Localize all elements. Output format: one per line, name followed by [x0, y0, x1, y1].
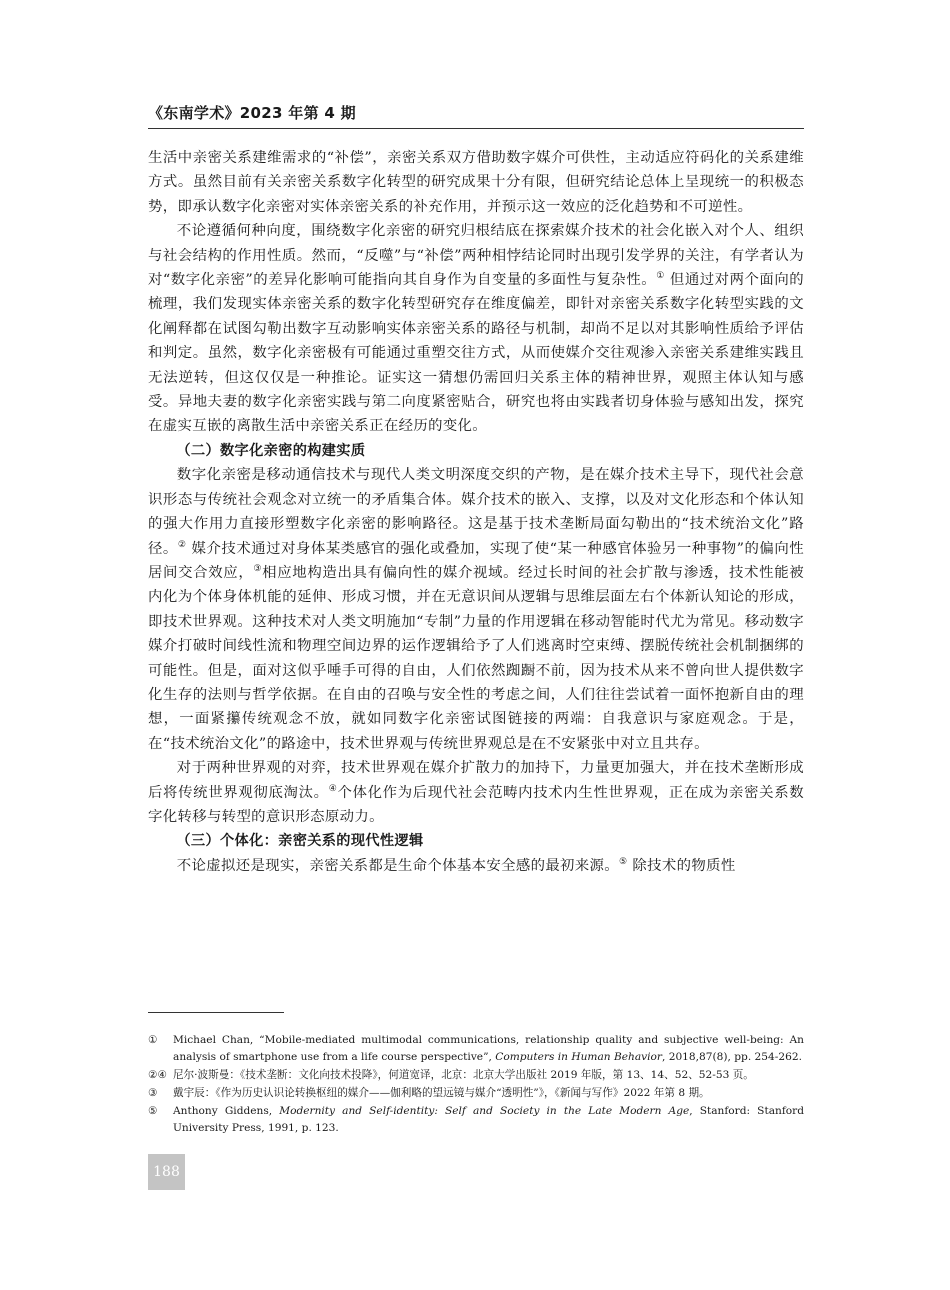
section-heading-3: （三）个体化：亲密关系的现代性逻辑: [176, 833, 424, 850]
paragraph-3-text-c: 相应地构造出具有偏向性的媒介视域。经过长时间的社会扩散与渗透，技术性能被内化为个体身体机能的延伸、形成习惯，并在无意识间从逻辑与思维层面左右个体新认知论的形成，即技术世界观。这种技术对人类文明施加“专制”力量的作用逻辑在移动智能时代尤为常见。移动数字媒介打破时间线性流和物理空间边界的运作逻辑给予了人们逃离时空束缚、摆脱传统社会机制捆绑的可能性。但是，面对这似乎唾手可得的自由，人们依然踟蹰不前，因为技术从来不曾向世人提供数字化生存的法则与哲学依据。在自由的召唤与安全性的考虑之间，人们往往尝试着一面怀抱新自由的理想，一面紧攥传统观念不放，就如同数字化亲密试图链接的两端：自我意识与家庭观念。于是，在“技术统治文化”的路途中，技术世界观与传统世界观总是在不安紧张中对立且共存。: [148, 564, 805, 752]
footnote-ref-2[interactable]: ②: [177, 539, 187, 550]
paragraph-3-text-a: 数字化亲密是移动通信技术与现代人类文明深度交织的产物，是在媒介技术主导下，现代社会意识形态与传统社会观念对立统一的矛盾集合体。媒介技术的嵌入、支撑，以及对文化形态和个体认知的强大作用力直接形塑数字化亲密的影响路径。这是基于技术垄断局面勾勒出的“技术统治文化”路径。: [148, 467, 804, 557]
footnote-ref-3[interactable]: ③: [253, 563, 263, 574]
running-header: 《东南学术》2023 年第 4 期: [148, 104, 356, 122]
footnote-text-post: , 2018,87(8), pp. 254-262.: [661, 1051, 802, 1063]
footnote-text-pre: Anthony Giddens,: [173, 1105, 280, 1117]
footnote-mark: ①: [148, 1034, 158, 1046]
paragraph-4-text-b: 个体化作为后现代社会范畴内技术内生性世界观，正在成为亲密关系数字化转移与转型的意识形态原动力。: [148, 784, 805, 825]
paragraph-2-text-b: 但通过对两个面向的梳理，我们发现实体亲密关系的数字化转型研究存在维度偏差，即针对亲密关系数字化转型实践的文化阐释都在试图勾勒出数字互动影响实体亲密关系的路径与机制，却尚不足以对其影响性质给予评估和判定。虽然，数字化亲密极有可能通过重塑交往方式，从而使媒介交往观渗入亲密关系建维实践且无法逆转，但这仅仅是一种推论。证实这一猜想仍需回归关系主体的精神世界，观照主体认知与感受。异地夫妻的数字化亲密实践与第二向度紧密贴合，研究也将由实践者切身体验与感知出发，探究在虚实互嵌的离散生活中亲密关系正在经历的变化。: [148, 272, 805, 435]
section-heading-2: （二）数字化亲密的构建实质: [176, 442, 366, 459]
footnote-text: [173, 1067, 804, 1084]
footnote-text-pre: 尼尔·波斯曼：《技术垄断：文化向技术投降》，何道宽译，北京：北京大学出版社 2019 年版，第 13、14、52、52-53 页。: [173, 1069, 754, 1081]
paragraph-1: 生活中亲密关系建维需求的“补偿”，亲密关系双方借助数字媒介可供性，主动适应符码化的关系建维方式。虽然目前有关亲密关系数字化转型的研究成果十分有限，但研究结论总体上呈现统一的积极态势，即承认数字化亲密对实体亲密关系的补充作用，并预示这一效应的泛化趋势和不可逆性。: [148, 150, 804, 215]
paragraph-5: [148, 854, 804, 878]
footnote-text: [173, 1085, 804, 1102]
footnote-ref-1[interactable]: ①: [656, 271, 665, 282]
paragraph-4-text-a: 对于两种世界观的对弈，技术世界观在媒介扩散力的加持下，力量更加强大，并在技术垄断形成后将传统世界观彻底淘汰。: [148, 760, 804, 801]
footnote-text-pre: 戴宇辰：《作为历史认识论转换枢纽的媒介——伽利略的望远镜与媒介“透明性”》，《新闻与写作》2022 年第 8 期。: [173, 1087, 710, 1099]
footnote-text-pre: Michael Chan, “Mobile-mediated multimodal communications, relationship quality and subjective well-being: An analysis of smartphone use from a life course perspective”,: [173, 1034, 804, 1063]
paragraph-3: [148, 463, 804, 756]
paragraph-2: [148, 219, 804, 439]
footnote-item: [148, 1103, 804, 1137]
footnote-rule: [148, 1012, 284, 1013]
footnote-text: [173, 1032, 804, 1066]
footnote-item: [148, 1032, 804, 1066]
paragraph-3-text-b: 媒介技术通过对身体某类感官的强化或叠加，实现了使“某一种感官体验另一种事物”的偏向性居间交合效应，: [148, 540, 805, 581]
footnotes: [148, 1032, 804, 1138]
footnote-mark: ②④: [148, 1069, 167, 1081]
footnote-text-italic: Computers in Human Behavior: [495, 1051, 662, 1063]
article-body: [148, 146, 804, 878]
header-rule: [148, 128, 804, 129]
paragraph-5-text-a: 不论虚拟还是现实，亲密关系都是生命个体基本安全感的最初来源。: [176, 857, 620, 874]
footnote-ref-5[interactable]: ⑤: [619, 856, 628, 867]
footnote-item: [148, 1085, 804, 1102]
footnote-text-post: , Stanford: Stanford University Press, 1991, p. 123.: [173, 1105, 804, 1134]
footnote-ref-4[interactable]: ④: [328, 783, 338, 794]
page-number: 188: [148, 1154, 185, 1190]
footnote-mark: ⑤: [148, 1105, 158, 1117]
paragraph-5-text-b: 除技术的物质性: [627, 857, 736, 874]
footnote-mark: ③: [148, 1087, 158, 1099]
paragraph-4: [148, 756, 804, 829]
paragraph-2-text-a: 不论遵循何种向度，围绕数字化亲密的研究归根结底在探索媒介技术的社会化嵌入对个人、组织与社会结构的作用性质。然而，“反噬”与“补偿”两种相悖结论同时出现引发学界的关注，有学者认为对“数字化亲密”的差异化影响可能指向其自身作为自变量的多面性与复杂性。: [148, 223, 804, 289]
footnote-text-italic: Modernity and Self-identity: Self and Society in the Late Modern Age: [279, 1105, 690, 1117]
footnote-text: [173, 1103, 804, 1137]
footnote-item: [148, 1067, 804, 1084]
